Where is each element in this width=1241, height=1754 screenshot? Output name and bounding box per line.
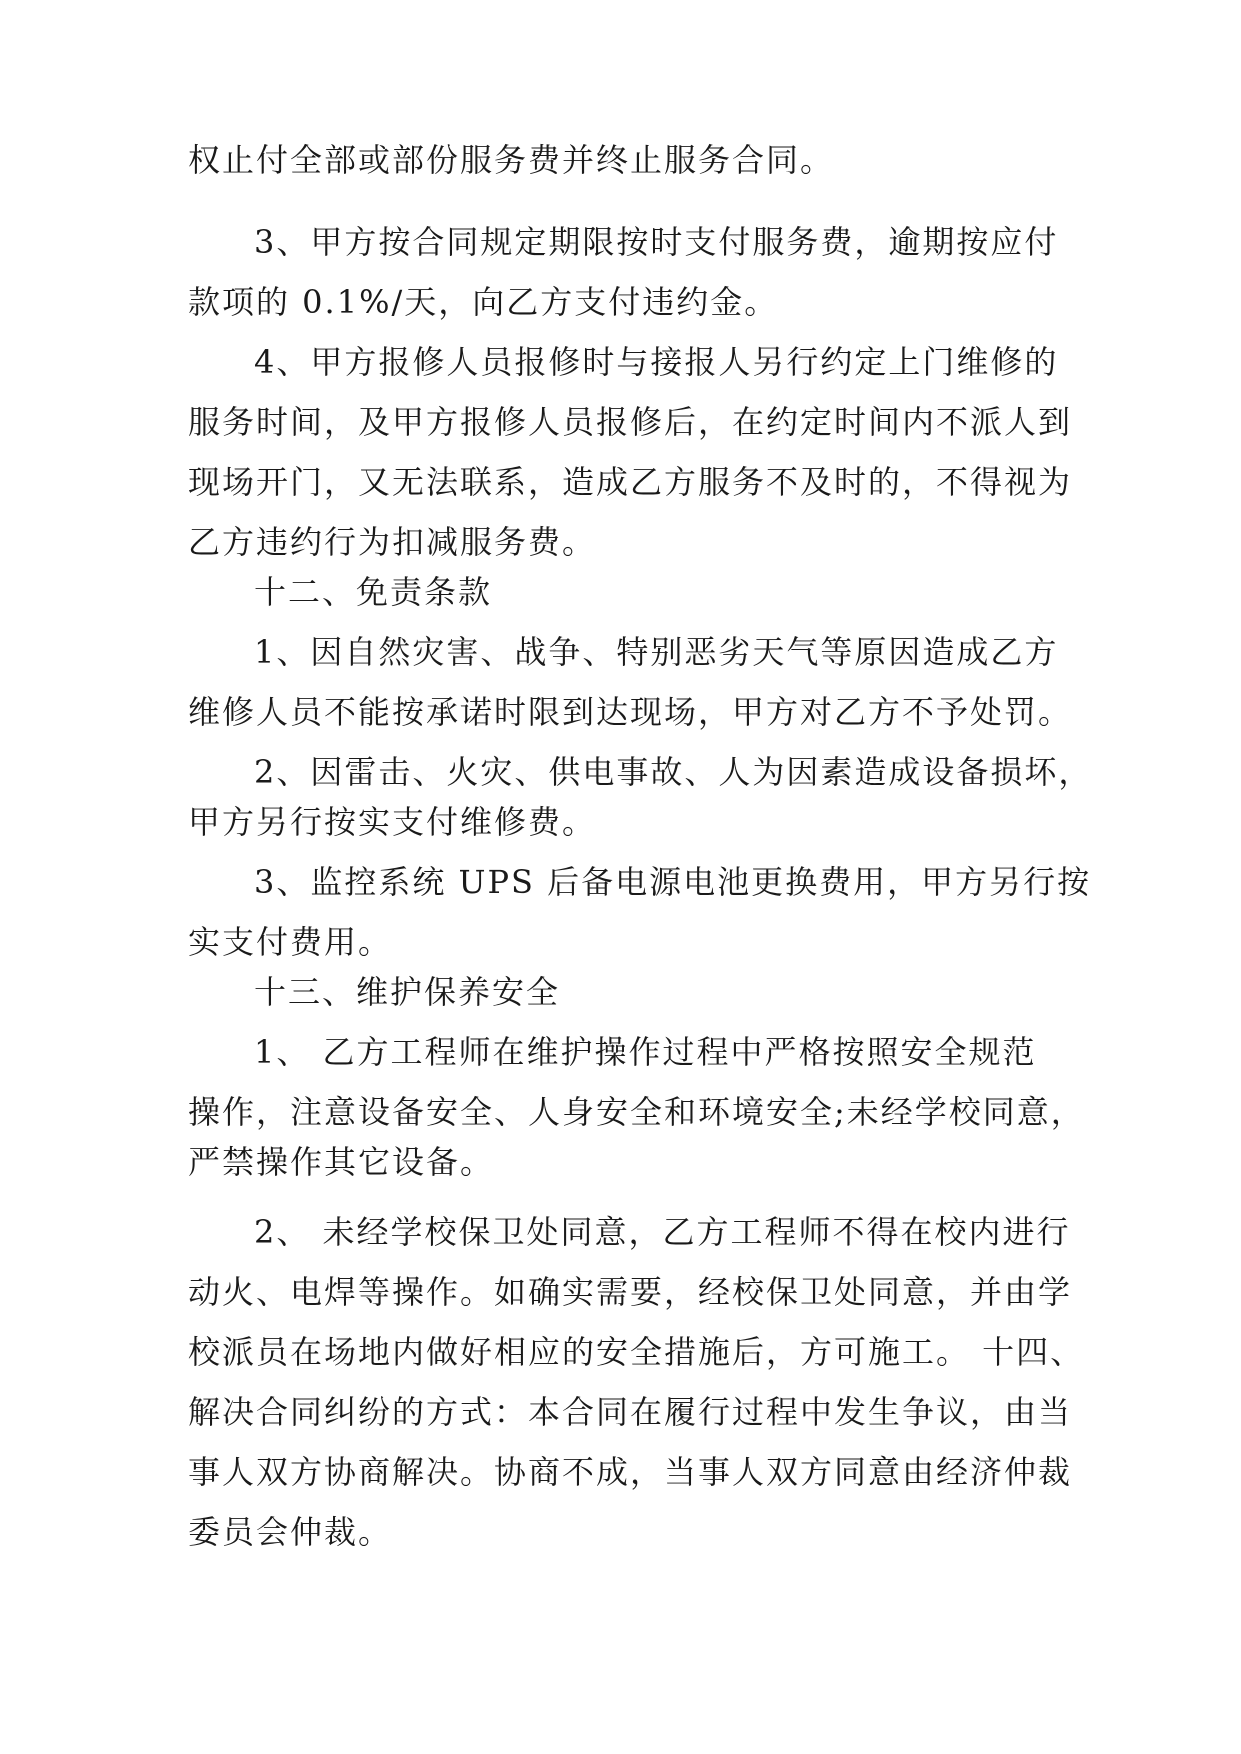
text-line: 操作，注意设备安全、人身安全和环境安全;未经学校同意， [188,1093,1085,1131]
text-line: 乙方违约行为扣减服务费。 [188,523,597,561]
text-line: 甲方另行按实支付维修费。 [188,803,597,841]
text-line: 4、甲方报修人员报修时与接报人另行约定上门维修的 [254,343,1059,381]
text-line: 3、监控系统 UPS 后备电源电池更换费用，甲方另行按 [254,863,1092,901]
text-line: 现场开门，又无法联系，造成乙方服务不及时的，不得视为 [188,463,1073,501]
text-line: 1、 乙方工程师在维护操作过程中严格按照安全规范 [254,1033,1037,1071]
text-line: 2、 未经学校保卫处同意，乙方工程师不得在校内进行 [254,1213,1071,1251]
text-line: 权止付全部或部份服务费并终止服务合同。 [188,141,835,179]
text-line: 严禁操作其它设备。 [188,1143,495,1181]
text-line: 2、因雷击、火灾、供电事故、人为因素造成设备损坏， [254,753,1093,791]
text-line: 服务时间，及甲方报修人员报修后，在约定时间内不派人到 [188,403,1073,441]
text-line: 事人双方协商解决。协商不成，当事人双方同意由经济仲裁 [188,1453,1073,1491]
text-line: 动火、电焊等操作。如确实需要，经校保卫处同意，并由学 [188,1273,1073,1311]
text-line: 委员会仲裁。 [188,1513,393,1551]
text-line: 款项的 0.1%/天，向乙方支付违约金。 [188,283,779,321]
text-line: 解决合同纠纷的方式：本合同在履行过程中发生争议，由当 [188,1393,1073,1431]
text-line: 校派员在场地内做好相应的安全措施后，方可施工。 十四、 [188,1333,1085,1371]
text-line: 3、甲方按合同规定期限按时支付服务费，逾期按应付 [254,223,1059,261]
text-line: 1、因自然灾害、战争、特别恶劣天气等原因造成乙方 [254,633,1059,671]
section-heading: 十二、免责条款 [254,573,493,611]
text-line: 实支付费用。 [188,923,393,961]
section-heading: 十三、维护保养安全 [254,973,561,1011]
text-line: 维修人员不能按承诺时限到达现场，甲方对乙方不予处罚。 [188,693,1073,731]
